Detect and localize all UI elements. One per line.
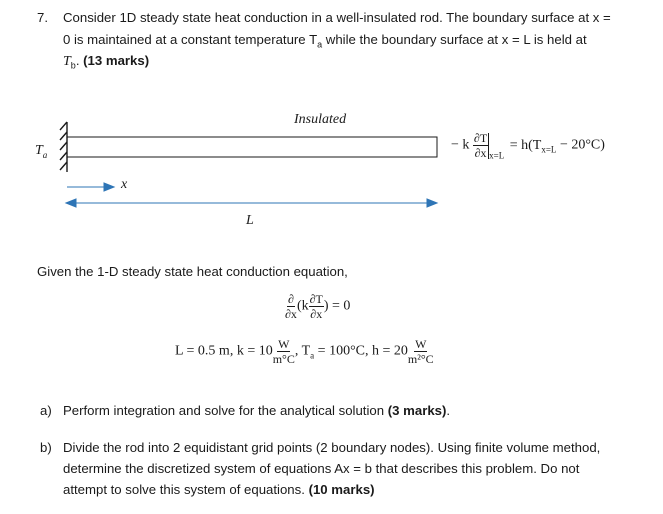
- h-units-den: m²°C: [407, 352, 434, 366]
- inner-derivative: [309, 293, 324, 320]
- part-a-text: [63, 403, 450, 418]
- bc-den: ∂x: [474, 146, 487, 160]
- question-line-1: Consider 1D steady state heat conduction in a well-insulated rod. The boundary surface at x =: [63, 10, 611, 25]
- h-units: [408, 338, 434, 365]
- h-units-num: W: [415, 337, 427, 351]
- bc-num: ∂T: [473, 131, 488, 145]
- outer-num: ∂: [288, 292, 294, 306]
- x-arrow: [67, 183, 114, 191]
- bc-rhs-tail: − 20°C): [556, 137, 605, 153]
- part-b-marks: (10 marks): [308, 482, 375, 497]
- bc-eval: x=L: [489, 150, 505, 161]
- question-line-2-tail: while the boundary surface at x = L is held at: [322, 32, 587, 47]
- left-temperature-label: [35, 143, 47, 160]
- bc-prefix: − k: [451, 137, 470, 153]
- equation-rhs: ) = 0: [323, 298, 351, 314]
- outer-derivative: [285, 293, 297, 320]
- equation-intro: Given the 1-D steady state heat conduction equation,: [37, 264, 348, 279]
- inner-num: ∂T: [309, 292, 323, 306]
- question-line-2-head: 0 is maintained at a constant temperature T: [63, 32, 318, 47]
- tb-punct: .: [75, 53, 84, 68]
- question-marks: (13 marks): [83, 53, 150, 68]
- ta-symbol: T: [35, 143, 43, 158]
- part-b-label: b): [40, 440, 52, 455]
- length-label: L: [246, 213, 254, 228]
- length-arrow: [66, 199, 437, 207]
- insulated-label: Insulated: [294, 112, 347, 127]
- tb-symbol: T: [63, 54, 71, 69]
- ta-subscript: a: [317, 39, 323, 50]
- param-ta: , T: [294, 343, 311, 359]
- k-units-den: m°C: [272, 352, 295, 366]
- part-b-line-2: determine the discretized system of equations Ax = b that describes this problem. Do not: [63, 461, 580, 476]
- bc-rhs: = h(T: [509, 137, 542, 153]
- bc-derivative: [473, 132, 488, 159]
- parameters: [175, 338, 434, 365]
- left-wall: [60, 122, 67, 172]
- outer-den: ∂x: [285, 307, 297, 321]
- x-label: x: [121, 177, 128, 192]
- tb-subscript: b: [70, 60, 76, 71]
- part-b-line-1: Divide the rod into 2 equidistant grid points (2 boundary nodes). Using finite volume method,: [63, 440, 601, 455]
- k-units-num: W: [278, 337, 290, 351]
- part-a-label: a): [40, 403, 52, 418]
- inner-den: ∂x: [310, 307, 323, 321]
- ta-diagram-subscript: a: [42, 149, 48, 160]
- boundary-condition: [451, 132, 605, 161]
- part-a-body: Perform integration and solve for the analytical solution: [63, 403, 388, 418]
- part-a-marks: (3 marks): [387, 403, 447, 418]
- governing-equation: [285, 293, 350, 320]
- question-number: 7.: [37, 10, 48, 25]
- param-ta-sub: a: [310, 350, 315, 361]
- part-a-end: .: [446, 403, 451, 418]
- rod: [67, 137, 437, 157]
- part-b-line-3-text: attempt to solve this system of equations.: [63, 482, 309, 497]
- param-lk: L = 0.5 m, k = 10: [175, 343, 273, 359]
- bc-rhs-sub: x=L: [541, 144, 557, 155]
- part-b-line-3: [63, 482, 375, 497]
- param-ta-tail: = 100°C, h = 20: [314, 343, 408, 359]
- k-open: (k: [296, 298, 309, 314]
- k-units: [273, 338, 295, 365]
